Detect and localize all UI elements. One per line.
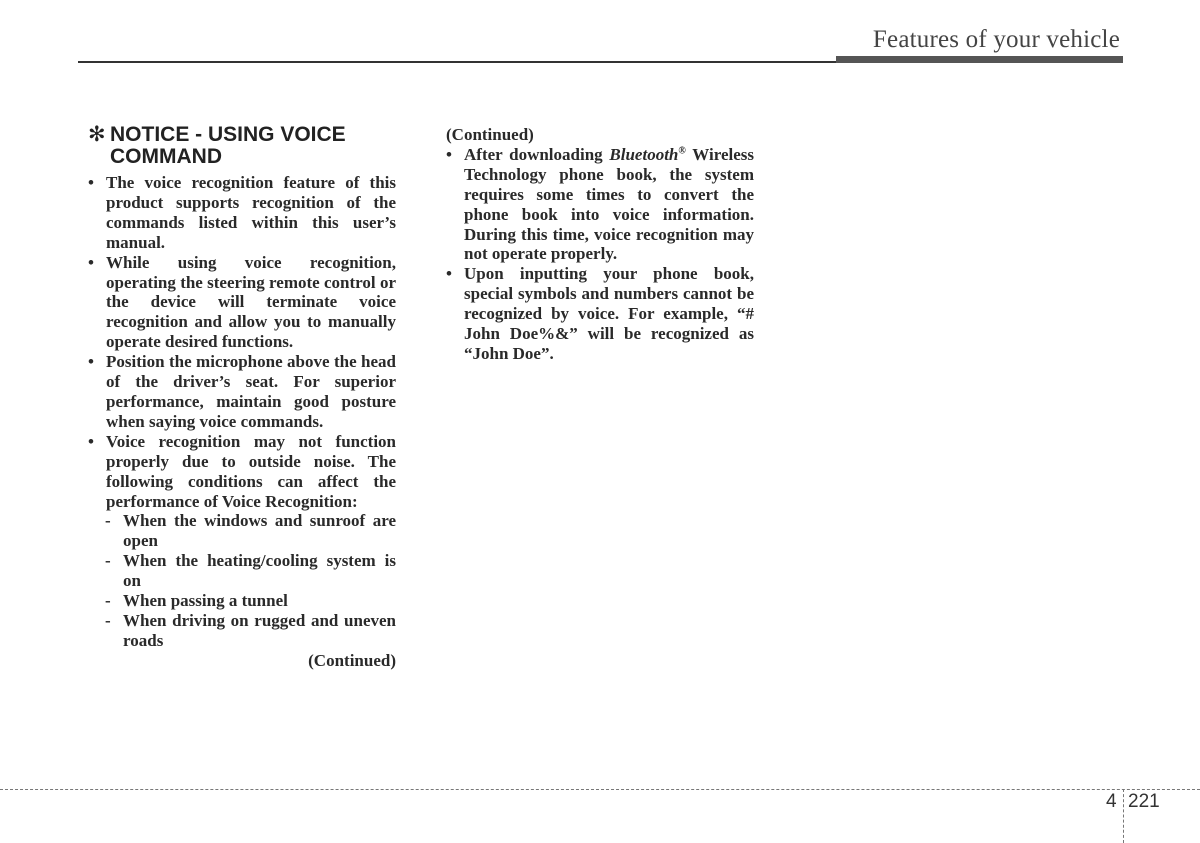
list-item	[446, 145, 754, 264]
list-item	[88, 432, 396, 512]
footer-divider	[1123, 789, 1124, 843]
sub-list-item-text: When the windows and sunroof are open	[123, 511, 396, 551]
list-item-text	[464, 145, 754, 264]
list-item-text: Voice recognition may not function properly due to outside noise. The following conditions can affect the performance of Voice Recognition:	[106, 431, 396, 511]
sub-list-item-text: When driving on rugged and uneven roads	[123, 610, 396, 650]
list-item-text: Position the microphone above the head of the driver’s seat. For superior performance, maintain good posture when saying voice commands.	[106, 352, 396, 431]
bullet-icon: •	[446, 264, 452, 284]
dash-icon: -	[105, 610, 111, 630]
list-item-text: The voice recognition feature of this product supports recognition of the commands listed within this user’s manual.	[106, 173, 396, 252]
continued-label-bottom: (Continued)	[308, 650, 396, 670]
bullet-icon: •	[88, 431, 94, 451]
sub-list-item	[88, 591, 396, 611]
bullet-icon: •	[88, 352, 94, 372]
sub-list-item	[88, 551, 396, 591]
header-rule	[78, 61, 836, 63]
bullet-icon: •	[88, 173, 94, 192]
bullet-icon: •	[88, 252, 94, 272]
list-item-text: Upon inputting your phone book, special symbols and numbers cannot be recognized by voice. For example, “# John Doe%&” will be recognized as “John Doe”.	[464, 264, 754, 363]
notice-heading-text: NOTICE - USING VOICE COMMAND	[110, 123, 346, 168]
list-item	[88, 173, 396, 253]
sub-list-item	[88, 511, 396, 551]
dash-icon: -	[105, 511, 111, 531]
list-item	[88, 253, 396, 353]
sub-list-item-text: When the heating/cooling system is on	[123, 551, 396, 591]
dash-icon: -	[105, 591, 111, 611]
list-item-text: While using voice recognition, operating the steering remote control or the device will terminate voice recognition and allow you to manually operate desired functions.	[106, 252, 396, 352]
notice-star-icon: ✻	[88, 123, 106, 146]
bluetooth-brand: Bluetooth	[609, 144, 679, 164]
dash-icon: -	[105, 551, 111, 571]
left-column	[88, 124, 396, 671]
bullet-icon: •	[446, 144, 452, 164]
list-item	[446, 264, 754, 364]
page-number: 221	[1128, 791, 1160, 812]
footer-rule	[0, 789, 1200, 790]
list-item-rest: Wireless Technology phone book, the system requires some times to convert the phone book into voice information. During this time, voice recognition may not operate properly.	[464, 144, 754, 264]
header-title: Features of your vehicle	[872, 26, 1120, 53]
header-accent-bar	[836, 56, 1123, 63]
continued-label-top: (Continued)	[446, 125, 534, 144]
right-column	[446, 125, 754, 364]
registered-mark: ®	[678, 145, 686, 157]
chapter-number: 4	[1106, 791, 1117, 812]
sub-list-item	[88, 611, 396, 651]
notice-heading	[88, 124, 396, 168]
list-item	[88, 352, 396, 432]
sub-list-item-text: When passing a tunnel	[123, 591, 288, 611]
list-item-prefix: After downloading	[464, 144, 610, 164]
